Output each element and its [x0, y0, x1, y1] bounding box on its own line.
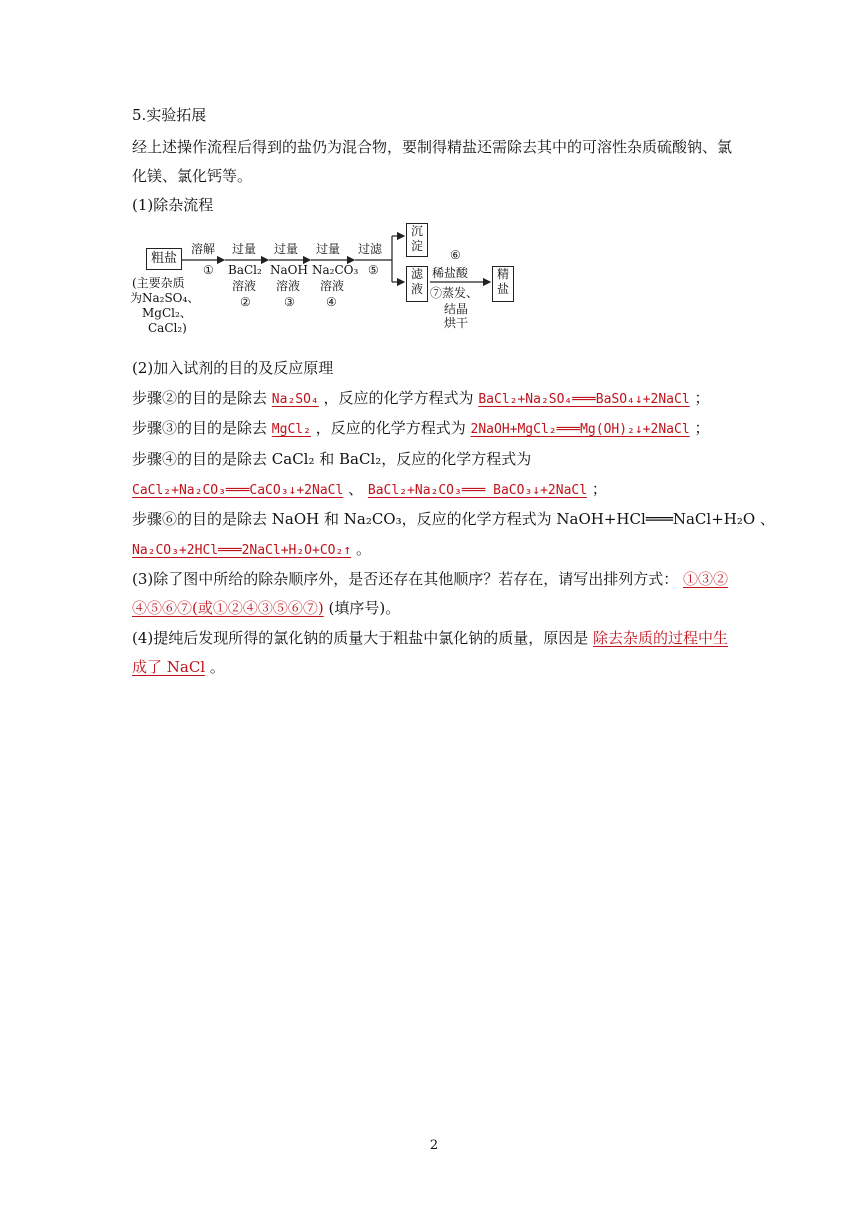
step2-label: 过量 [232, 242, 257, 256]
page-number: 2 [429, 1138, 439, 1153]
step4-separator: 、 [348, 480, 364, 498]
step6-end: 。 [355, 540, 371, 558]
step3-solution: 溶液 [276, 279, 301, 293]
part3-question: (3)除了图中所给的除杂顺序外，是否还存在其他顺序？若存在，请写出排列方式： [132, 570, 679, 588]
step3-number: ③ [284, 295, 295, 309]
part3-answer-1: ①③② [683, 570, 729, 588]
intro-line-1: 经上述操作流程后得到的盐仍为混合物，要制得精盐还需除去其中的可溶性杂质硫酸钠、氯 [132, 138, 733, 156]
step7-label: ⑦蒸发、 [430, 286, 479, 300]
step3-answer-equation: 2NaOH+MgCl₂═══Mg(OH)₂↓+2NaCl [470, 422, 690, 437]
step2-end: ； [694, 389, 710, 407]
step4-reagent: Na₂CO₃ [312, 263, 359, 277]
step4-number: ④ [326, 295, 337, 309]
impurity-note-2: 为Na₂SO₄、 [130, 291, 200, 305]
step5-label: 过滤 [358, 242, 383, 256]
step7-sub1: 结晶 [444, 302, 469, 316]
step4-solution: 溶液 [320, 279, 345, 293]
part4-answer-2: 成了 NaCl [132, 658, 206, 676]
step4-line: 步骤④的目的是除去 CaCl₂ 和 BaCl₂，反应的化学方程式为 [132, 450, 532, 468]
step3-answer-target: MgCl₂ [271, 422, 311, 437]
impurity-note-4: CaCl₂) [148, 321, 187, 335]
impurity-note-3: MgCl₂、 [142, 306, 192, 320]
step2-prefix: 步骤②的目的是除去 [132, 389, 268, 407]
section-title: 5.实验拓展 [132, 106, 207, 124]
precipitate-label: 沉淀 [410, 224, 423, 253]
step2-answer-target: Na₂SO₄ [271, 392, 319, 407]
purification-flow-diagram [128, 220, 528, 350]
step4-label: 过量 [316, 242, 341, 256]
step4-end: ； [591, 480, 607, 498]
step1-label: 溶解 [191, 242, 216, 256]
step6-line: 步骤⑥的目的是除去 NaOH 和 Na₂CO₃，反应的化学方程式为 NaOH+HCl═══NaCl+H₂O 、 [132, 510, 775, 528]
filtrate-box [406, 266, 428, 302]
step2-answer-equation: BaCl₂+Na₂SO₄═══BaSO₄↓+2NaCl [478, 392, 690, 407]
step2-solution: 溶液 [232, 279, 257, 293]
step3-line [132, 418, 709, 440]
step4-answer-line [132, 479, 607, 501]
step7-sub2: 烘干 [444, 316, 469, 330]
step3-mid: ，反应的化学方程式为 [315, 419, 466, 437]
intro-line-2: 化镁、氯化钙等。 [132, 167, 253, 185]
step1-number: ① [203, 263, 214, 277]
step2-line [132, 388, 709, 410]
step6-label: 稀盐酸 [432, 266, 469, 280]
step6-answer-line [132, 539, 371, 561]
step3-reagent: NaOH [270, 263, 308, 277]
filtrate-label: 滤液 [410, 267, 423, 296]
refined-salt-label: 精盐 [496, 267, 509, 296]
part4-line-2 [132, 657, 225, 677]
step2-mid: ，反应的化学方程式为 [323, 389, 474, 407]
step3-prefix: 步骤③的目的是除去 [132, 419, 268, 437]
step5-number: ⑤ [368, 263, 379, 277]
part3-line-1 [132, 569, 728, 589]
impurity-note-1: (主要杂质 [132, 276, 185, 290]
step2-number: ② [240, 295, 251, 309]
refined-salt-box [492, 266, 514, 302]
part4-end: 。 [209, 658, 225, 676]
step6-number: ⑥ [450, 248, 461, 262]
part4-question: (4)提纯后发现所得的氯化钠的质量大于粗盐中氯化钠的质量，原因是 [132, 629, 589, 647]
part4-answer-1: 除去杂质的过程中生 [593, 629, 729, 647]
step6-answer-equation: Na₂CO₃+2HCl═══2NaCl+H₂O+CO₂↑ [132, 543, 352, 558]
step4-answer-equation-1: CaCl₂+Na₂CO₃═══CaCO₃↓+2NaCl [132, 483, 344, 498]
step3-label: 过量 [274, 242, 299, 256]
crude-salt-box: 粗盐 [146, 248, 182, 270]
part1-title: (1)除杂流程 [132, 196, 214, 214]
precipitate-box [406, 223, 428, 257]
step3-end: ； [694, 419, 710, 437]
part4-line-1 [132, 628, 728, 648]
step4-answer-equation-2: BaCl₂+Na₂CO₃═══ BaCO₃↓+2NaCl [367, 483, 588, 498]
part2-title: (2)加入试剂的目的及反应原理 [132, 359, 334, 377]
part3-tail: (填序号)。 [328, 599, 401, 617]
part3-line-2 [132, 598, 400, 618]
part3-answer-2: ④⑤⑥⑦(或①②④③⑤⑥⑦) [132, 599, 324, 617]
step2-reagent: BaCl₂ [228, 263, 262, 277]
